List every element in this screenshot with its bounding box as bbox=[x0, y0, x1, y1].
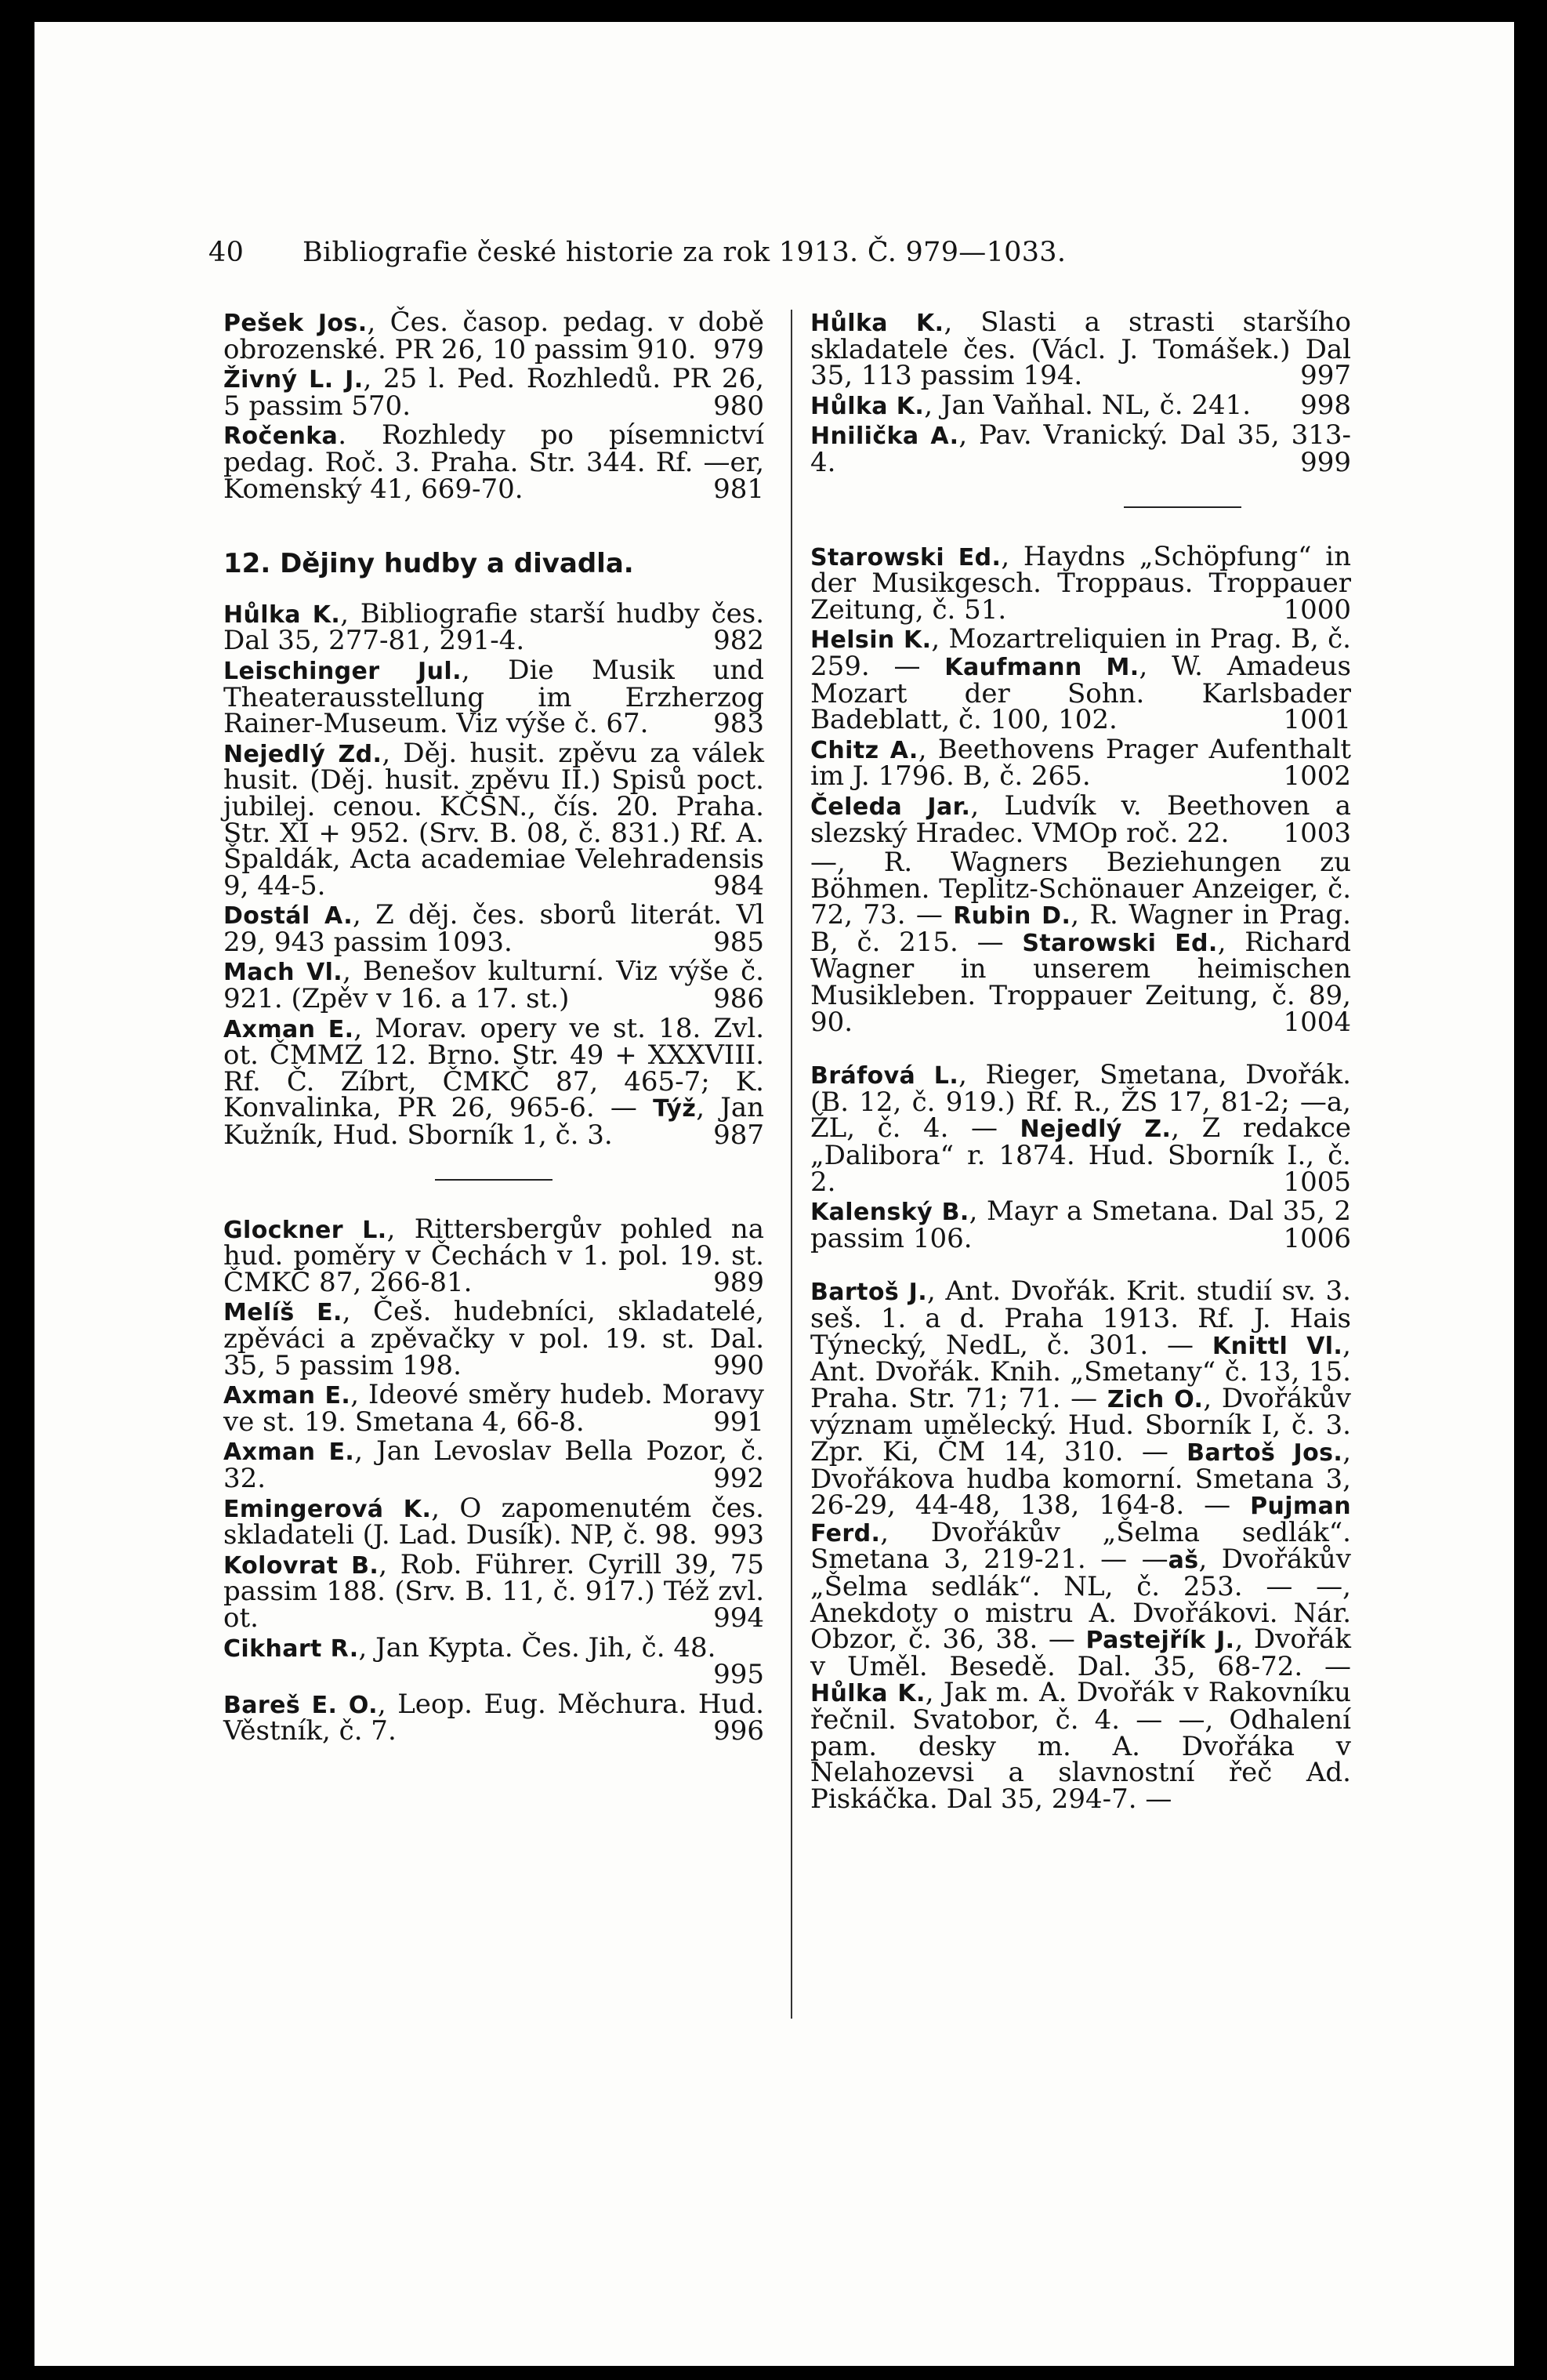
entry-number: 999 bbox=[1300, 446, 1351, 478]
entry-994 bbox=[223, 1548, 764, 1634]
entry-text: , Češ. hudebníci, skladatelé, zpěváci a zpěvačky v pol. 19. st. Dal. 35, 5 passim 198. bbox=[223, 1296, 764, 1381]
entry-text: , Jan Levoslav Bella Pozor, č. 32. bbox=[223, 1435, 764, 1494]
page-header bbox=[208, 237, 1306, 268]
entry-1003 bbox=[810, 789, 1351, 849]
entry-1005 bbox=[810, 1059, 1351, 1198]
entry-number: 1005 bbox=[1283, 1166, 1351, 1198]
running-title: Bibliografie české historie za rok 1913. Č. 979—1033. bbox=[303, 237, 1067, 268]
entry-number: 980 bbox=[713, 390, 764, 422]
entry-text: , Z děj. čes. sborů literát. Vl 29, 943 passim 1093. bbox=[223, 899, 764, 958]
entry-author: Starowski Ed. bbox=[810, 543, 1002, 571]
entry-text: , Čes. časop. pedag. v době obrozenské. PR 26, 10 passim 910. bbox=[223, 307, 764, 365]
entry-text: , Jan Vaňhal. NL, č. 241. bbox=[924, 389, 1252, 421]
entry-1001 bbox=[810, 623, 1351, 736]
entry-author: Kolovrat B. bbox=[223, 1551, 379, 1580]
entry-text: , Haydns „Schöpfung“ in der Musikgesch. Troppaus. Troppauer Zeitung, č. 51. bbox=[810, 540, 1351, 626]
entry-number: 984 bbox=[713, 869, 764, 902]
separator-rule bbox=[435, 1179, 552, 1181]
entry-text: , Rieger, Smetana, Dvořák. (B. 12, č. 919.) Rf. R., ŽS 17, 81-2; —a, ŽL, č. 4. — bbox=[810, 1059, 1351, 1145]
entry-text: , Die Musik und Theaterausstellung im Erzherzog Rainer-Museum. Viz výše č. 67. bbox=[223, 654, 765, 740]
entry-author: Axman E. bbox=[223, 1439, 355, 1467]
entry-text: , Dvořákův význam umělecký. Hud. Sborník I, č. 3. Zpr. Ki, ČM 14, 310. — bbox=[810, 1382, 1351, 1468]
entry-text: , Dvořákův „Šelma sedlák“. Smetana 3, 219-21. — — bbox=[810, 1516, 1351, 1576]
entry-1002 bbox=[810, 733, 1352, 793]
entry-986 bbox=[223, 956, 764, 1015]
entry-number: 993 bbox=[713, 1519, 764, 1551]
entry-1006 bbox=[810, 1195, 1352, 1254]
entry-text: , Morav. opery ve st. 18. Zvl. ot. ČMMZ 12. Brno. Str. 49 + XXXVIII. Rf. Č. Zíbrt, ČMKČ 87, 465-7; K. Konvalinka, PR 26, 965-6. — bbox=[223, 1012, 764, 1124]
entry-text: , 25 l. Ped. Rozhledů. PR 26, 5 passim 570. bbox=[223, 363, 764, 422]
entry-text: , Jan Kypta. Čes. Jih, č. 48. bbox=[358, 1631, 716, 1663]
entry-author: Bartoš Jos. bbox=[1187, 1439, 1343, 1467]
entry-991 bbox=[223, 1379, 765, 1438]
entry-989 bbox=[223, 1213, 765, 1298]
entry-1000 bbox=[810, 540, 1351, 626]
entry-text: , Děj. husit. zpěvu za válek husit. (Děj. husit. zpěvu II.) Spisů poct. jubilej. cenou. KČSN., čís. 20. Praha. Str. XI + 952. (Srv. B. 08, č. 831.) Rf. A. Špaldák, Acta academiae Velehradensis 9, 44-5. bbox=[223, 737, 765, 902]
entry-text: , Bibliografie starší hudby čes. Dal 35, 277-81, 291-4. bbox=[223, 597, 765, 657]
entry-author: aš bbox=[1168, 1547, 1199, 1575]
entry-text: , Jak m. A. Dvořák v Rakovníku řečnil. Svatobor, č. 4. — —, Odhalení pam. desky m. A. Dvořáka v Nelahozevsi a slavnostní řeč Ad. Piskáčka. Dal 35, 294-7. — bbox=[810, 1677, 1351, 1815]
entry-text: , Mayr a Smetana. Dal 35, 2 passim 106. bbox=[810, 1195, 1352, 1254]
entry-text: , Rob. Führer. Cyrill 39, 75 passim 188. (Srv. B. 11, č. 917.) Též zvl. ot. bbox=[223, 1548, 764, 1634]
entry-author: Bráfová L. bbox=[810, 1062, 959, 1090]
entry-text: , Ludvík v. Beethoven a slezský Hradec. VMOp roč. 22. bbox=[810, 789, 1351, 849]
entry-text: —, R. Wagners Beziehungen zu Böhmen. Teplitz-Schönauer Anzeiger, č. 72, 73. — bbox=[810, 847, 1351, 931]
entry-number: 997 bbox=[1300, 360, 1351, 392]
entry-author: Knittl Vl. bbox=[1212, 1332, 1343, 1360]
entry-number: 996 bbox=[713, 1715, 764, 1747]
entry-number: 992 bbox=[713, 1462, 764, 1494]
entry-author: Hůlka K. bbox=[223, 600, 341, 629]
entry-number: 1002 bbox=[1283, 760, 1351, 793]
entry-author: Helsin K. bbox=[810, 626, 932, 655]
entry-number: 1001 bbox=[1283, 704, 1351, 736]
entry-author: Živný L. J. bbox=[223, 366, 364, 394]
entry-text: , Ant. Dvořák. Knih. „Smetany“ č. 13, 15. Praha. Str. 71; 71. — bbox=[810, 1329, 1351, 1414]
entry-author: Leischinger Jul. bbox=[223, 657, 462, 685]
entry-number: 991 bbox=[713, 1406, 764, 1438]
section-heading: 12. Dějiny hudby a divadla. bbox=[223, 548, 634, 580]
entry-992 bbox=[223, 1435, 764, 1494]
entry-text: , R. Wagner in Prag. B, č. 215. — bbox=[810, 899, 1351, 958]
entry-985 bbox=[223, 899, 764, 958]
entry-1007 bbox=[810, 1275, 1351, 1815]
entry-text: , Dvořákův „Šelma sedlák“. NL, č. 253. — —, Anekdoty o mistru A. Dvořákovi. Nár. Obzor, č. 36, 38. — bbox=[810, 1544, 1351, 1656]
entry-number: 995 bbox=[713, 1659, 764, 1691]
entry-author: Bartoš J. bbox=[810, 1279, 928, 1307]
entry-text: , Rittersbergův pohled na hud. poměry v Čechách v 1. pol. 19. st. ČMKČ 87, 266-81. bbox=[223, 1213, 765, 1298]
entry-text: , Slasti a strasti staršího skladatele čes. (Václ. J. Tomášek.) Dal 35, 113 passim 194. bbox=[810, 307, 1351, 392]
entry-author: Hůlka K. bbox=[810, 392, 925, 420]
entry-text: , Benešov kulturní. Viz výše č. 921. (Zpěv v 16. a 17. st.) bbox=[223, 956, 764, 1015]
entry-text: , Leop. Eug. Měchura. Hud. Věstník, č. 7. bbox=[223, 1688, 764, 1747]
entry-996 bbox=[223, 1688, 764, 1747]
right-column bbox=[810, 307, 1352, 1816]
entry-author: Starowski Ed. bbox=[1022, 929, 1218, 957]
entry-author: Hnilička A. bbox=[810, 423, 959, 451]
entry-text: , Dvořákova hudba komorní. Smetana 3, 26-29, 44-48, 138, 164-8. — bbox=[810, 1435, 1351, 1522]
entry-author: Nejedlý Zd. bbox=[223, 740, 382, 768]
entry-author: Dostál A. bbox=[223, 902, 353, 931]
entry-number: 981 bbox=[713, 473, 764, 505]
entry-983 bbox=[223, 654, 765, 740]
entry-number: 990 bbox=[713, 1349, 764, 1381]
entry-text: , Ant. Dvořák. Krit. studií sv. 3. seš. 1. a d. Praha 1913. Rf. J. Hais Týnecký, NedL, č. 301. — bbox=[810, 1275, 1351, 1361]
entry-text: , Pav. Vranický. Dal 35, 313-4. bbox=[810, 419, 1351, 478]
entry-author: Hůlka K. bbox=[810, 1680, 926, 1708]
left-column bbox=[223, 307, 765, 1748]
entry-993 bbox=[223, 1492, 764, 1551]
column-divider bbox=[791, 310, 792, 2019]
entry-text: , W. Amadeus Mozart der Sohn. Karlsbader Badeblatt, č. 100, 102. bbox=[810, 650, 1351, 736]
entry-author: Emingerová K. bbox=[223, 1495, 432, 1523]
entry-999 bbox=[810, 419, 1351, 478]
entry-number: 985 bbox=[713, 926, 764, 958]
entry-text: , Z redakce „Dalibora“ r. 1874. Hud. Sborník I., č. 2. bbox=[810, 1112, 1351, 1198]
entry-text: . Rozhledy po písemnictví pedag. Roč. 3. Praha. Str. 344. Rf. —er, Komenský 41, 669-70. bbox=[223, 419, 764, 505]
entry-text: , Beethovens Prager Aufenthalt im J. 1796. B, č. 265. bbox=[810, 733, 1352, 793]
entry-author: Chitz A. bbox=[810, 736, 918, 764]
entry-1004 bbox=[810, 847, 1351, 1038]
entry-990 bbox=[223, 1296, 764, 1381]
entry-997 bbox=[810, 307, 1351, 392]
separator-rule bbox=[1124, 506, 1241, 508]
entry-author: Zich O. bbox=[1107, 1385, 1204, 1413]
entry-980 bbox=[223, 363, 764, 422]
entry-998 bbox=[810, 389, 1351, 421]
entry-number: 1004 bbox=[1283, 1006, 1351, 1038]
entry-author: Kalenský B. bbox=[810, 1199, 969, 1227]
entry-author: Týž bbox=[653, 1095, 697, 1123]
entry-author: Pešek Jos. bbox=[223, 310, 368, 337]
entry-author: Nejedlý Z. bbox=[1020, 1116, 1172, 1144]
page-number: 40 bbox=[208, 237, 245, 268]
entry-text: , Dvořák v Uměl. Besedě. Dal. 35, 68-72. — bbox=[810, 1624, 1351, 1682]
entry-text: , O zapomenutém čes. skladateli (J. Lad. Dusík). NP, č. 98. bbox=[223, 1492, 764, 1551]
entry-number: 982 bbox=[713, 625, 764, 657]
entry-author: Axman E. bbox=[223, 1382, 351, 1410]
entry-979 bbox=[223, 307, 764, 365]
entry-number: 979 bbox=[713, 333, 764, 365]
entry-982 bbox=[223, 597, 765, 657]
entry-author: Cikhart R. bbox=[223, 1634, 359, 1663]
entry-995 bbox=[223, 1631, 764, 1691]
entry-author: Ročenka bbox=[223, 423, 339, 451]
entry-number: 998 bbox=[1300, 389, 1351, 421]
entry-author: Axman E. bbox=[223, 1015, 354, 1043]
entry-author: Pastejřík J. bbox=[1085, 1627, 1235, 1655]
entry-number: 1003 bbox=[1283, 817, 1351, 849]
entry-text: , Ideové směry hudeb. Moravy ve st. 19. Smetana 4, 66-8. bbox=[223, 1379, 765, 1438]
entry-number: 986 bbox=[713, 983, 764, 1015]
entry-984 bbox=[223, 737, 765, 902]
entry-number: 989 bbox=[713, 1266, 764, 1298]
entry-981 bbox=[223, 419, 764, 505]
entry-number: 987 bbox=[713, 1119, 764, 1152]
entry-text: , Mozartreliquien in Prag. B, č. 259. — bbox=[810, 623, 1351, 682]
entry-author: Pujman Ferd. bbox=[810, 1493, 1351, 1547]
entry-987 bbox=[223, 1012, 764, 1152]
entry-author: Melíš E. bbox=[223, 1299, 342, 1327]
entry-author: Čeleda Jar. bbox=[810, 793, 971, 821]
entry-text: , Jan Kužník, Hud. Sborník 1, č. 3. bbox=[223, 1092, 764, 1152]
entry-text: , Richard Wagner in unserem heimischen Musikleben. Troppauer Zeitung, č. 89, 90. bbox=[810, 926, 1351, 1038]
entry-number: 983 bbox=[713, 708, 764, 740]
entry-author: Rubin D. bbox=[953, 902, 1071, 931]
entry-author: Glockner L. bbox=[223, 1216, 387, 1244]
entry-author: Kaufmann M. bbox=[944, 653, 1139, 681]
entry-author: Mach Vl. bbox=[223, 959, 343, 987]
entry-number: 994 bbox=[713, 1602, 764, 1634]
entry-number: 1000 bbox=[1283, 593, 1351, 626]
entry-number: 1006 bbox=[1283, 1222, 1351, 1254]
entry-author: Bareš E. O. bbox=[223, 1691, 378, 1719]
entry-author: Hůlka K. bbox=[810, 310, 944, 337]
